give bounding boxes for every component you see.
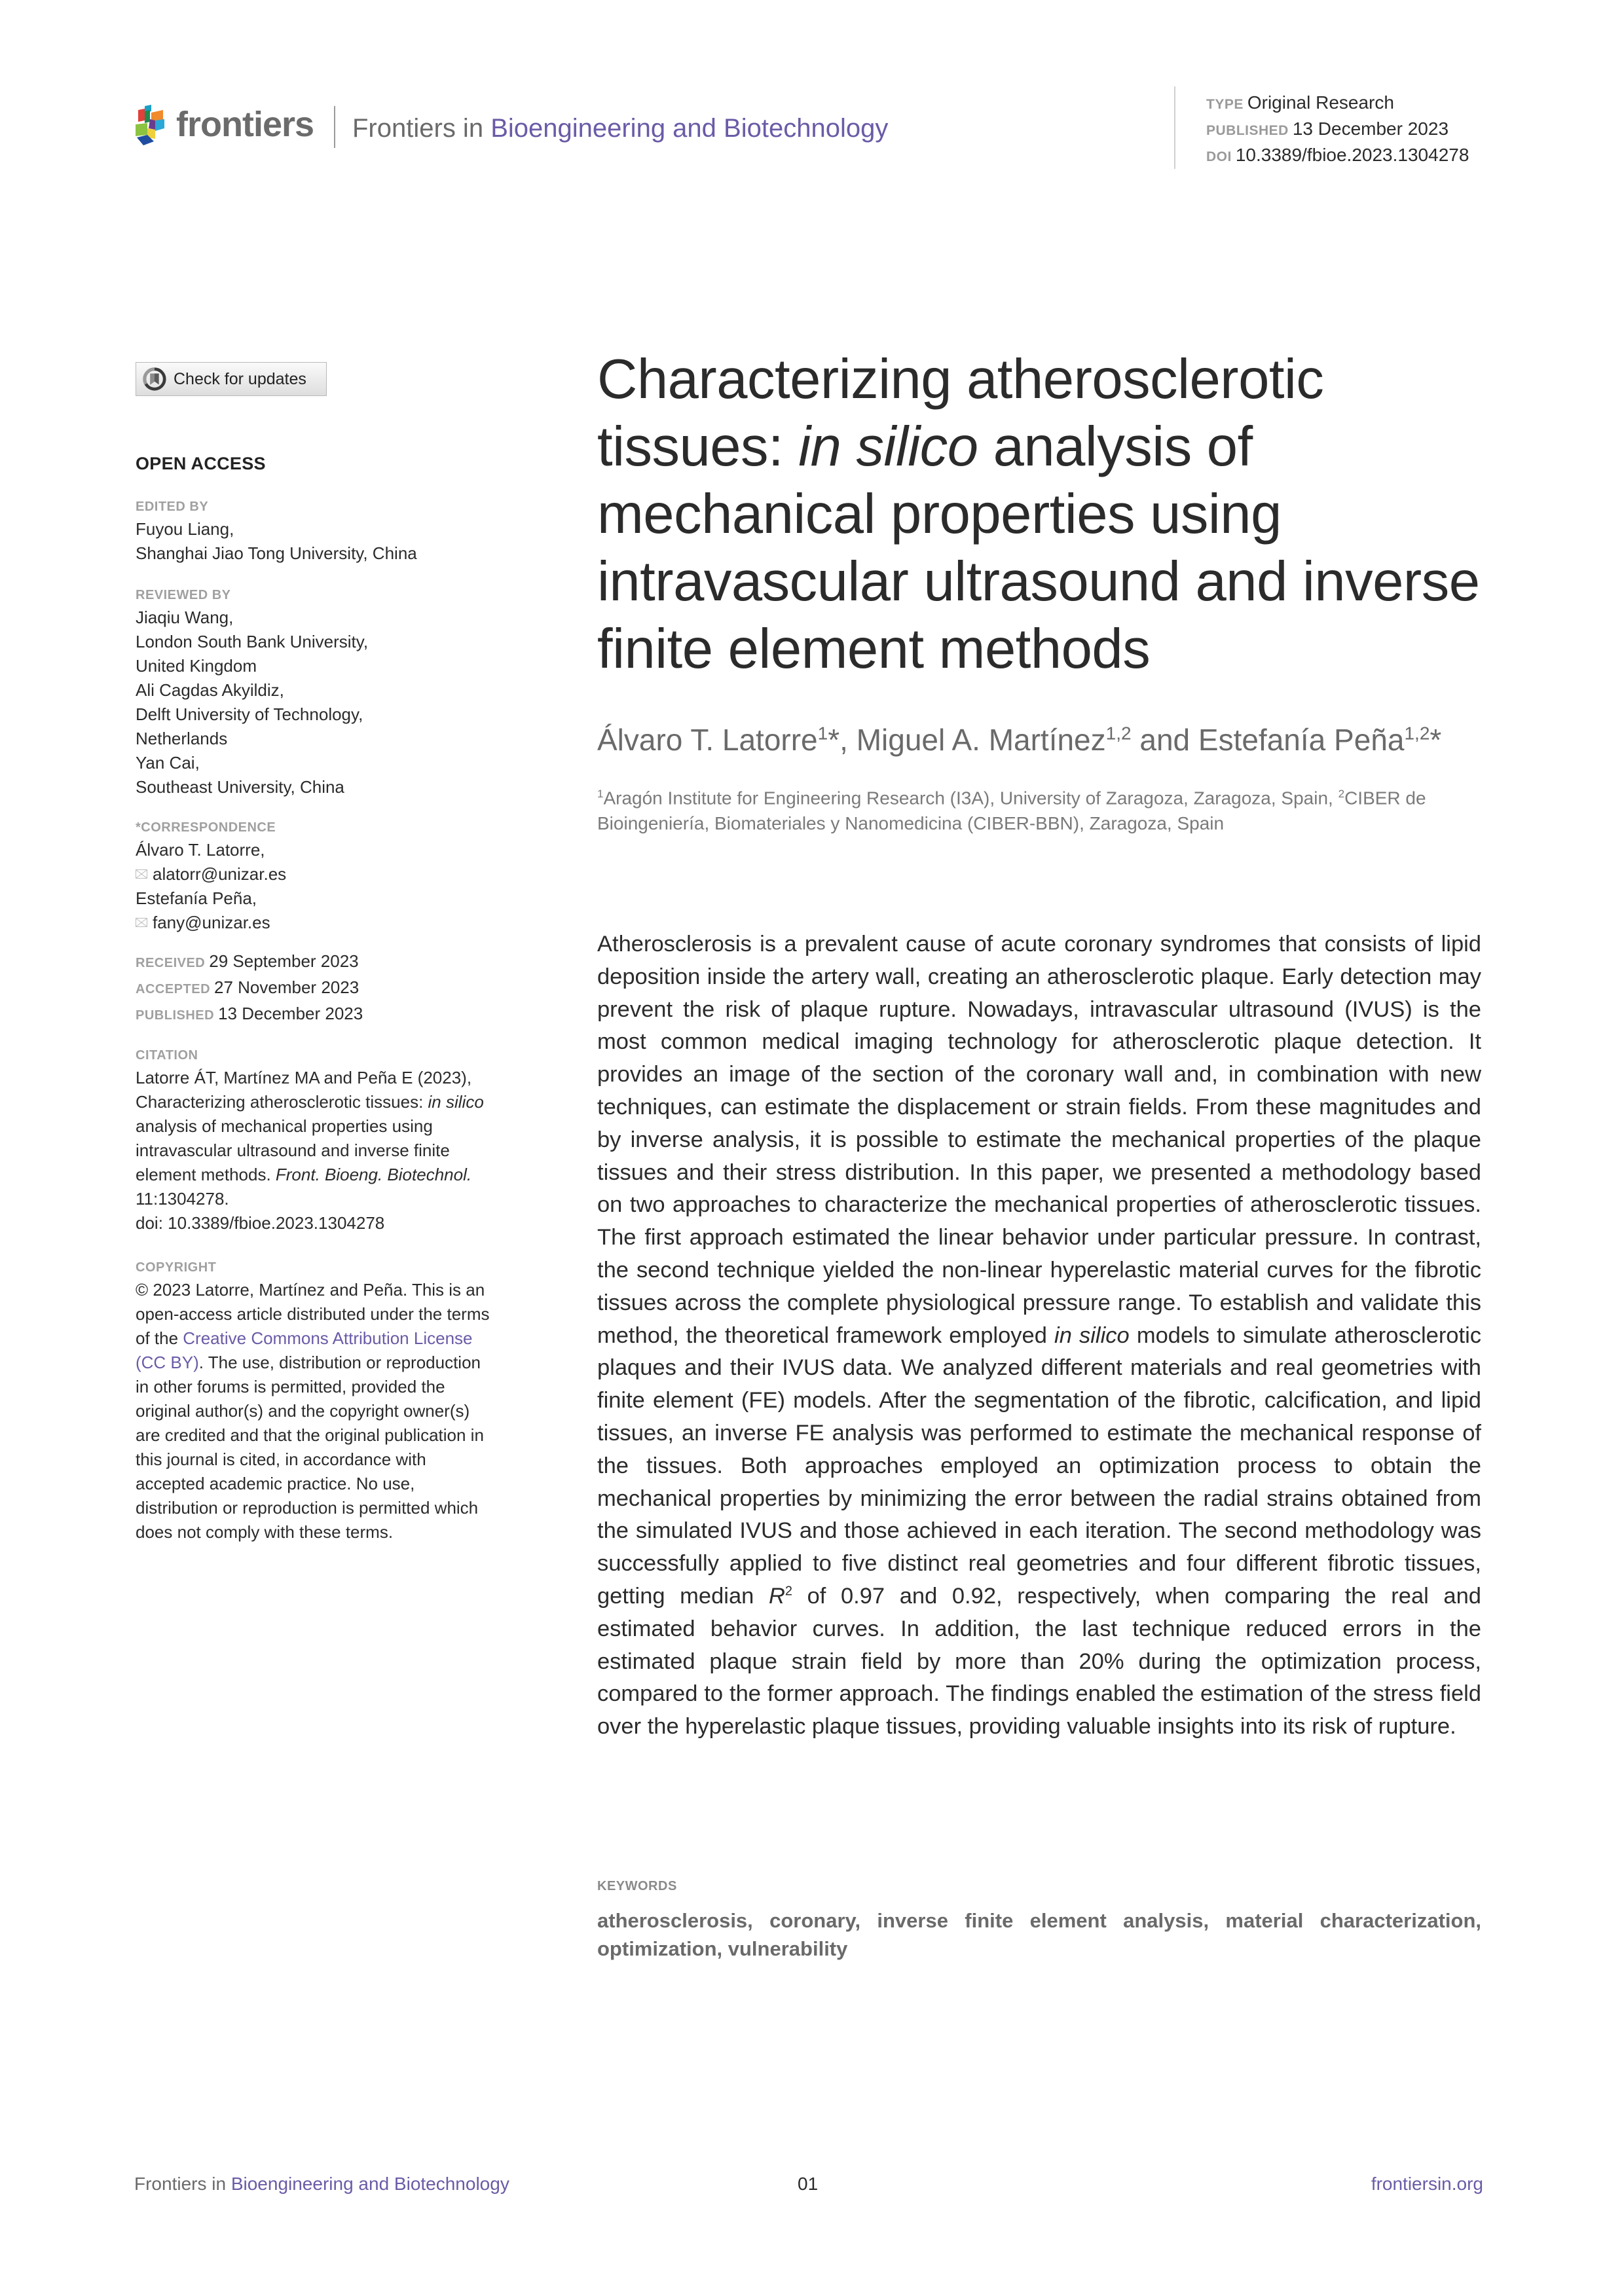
reviewer-line: Delft University of Technology, <box>136 704 363 724</box>
frontiers-cube-logo-icon <box>134 105 168 144</box>
copyright-part: . The use, distribution or reproduction in other forums is permitted, provided the original author(s) and the copyright owner(s) are credited and that the original publication in this journal is cited, in accordance with accepted academic practice. No use, distribution or reproduction is permitted which does not comply with these terms. <box>136 1353 484 1542</box>
received-value: 29 September 2023 <box>209 951 359 971</box>
affiliations <box>597 781 1494 836</box>
copyright-text <box>136 1278 494 1544</box>
check-for-updates-label: Check for updates <box>174 369 306 388</box>
article-title <box>597 346 1501 683</box>
meta-type <box>1206 90 1469 117</box>
received-date <box>136 949 502 975</box>
reviewer-line: London South Bank University, <box>136 632 369 651</box>
author-list <box>597 722 1441 757</box>
abstract-part: Atherosclerosis is a prevalent cause of acute coronary syndromes that consists of lipid deposition inside the artery wall, creating an atherosclerotic plaque. Early detection may prevent the risk of plaque rupture. Nowadays, intravascular ultrasound (IVUS) is the most common medical imaging technology for atherosclerotic plaque detection. It provides an image of the section of the coronary wall and, in combination with new techniques, can estimate the displacement or strain fields. From these magnitudes and by inverse analysis, it is possible to estimate the mechanical properties of the plaque tissues and their stress distribution. In this paper, we presented a methodology based on two approaches to characterize the mechanical properties of atherosclerotic tissues. The first approach estimated the linear behavior under particular pressure. In contrast, the second technique yielded the non-linear hyperelastic material curves for the fibrotic tissues across the complete physiological pressure range. To establish and validate this method, the theoretical framework employed <box>597 932 1481 1348</box>
check-for-updates-button[interactable] <box>136 362 327 396</box>
footer-journal-name: Bioengineering and Biotechnology <box>231 2174 509 2194</box>
journal-name: Bioengineering and Biotechnology <box>490 114 889 143</box>
footer-journal[interactable] <box>134 2174 509 2195</box>
published-value: 13 December 2023 <box>218 1004 363 1023</box>
accepted-date <box>136 975 502 1002</box>
citation-part: 11:1304278. <box>136 1189 229 1209</box>
correspondence-label: *CORRESPONDENCE <box>136 820 276 835</box>
journal-title[interactable] <box>352 114 888 143</box>
reviewer-line: United Kingdom <box>136 656 257 676</box>
published-date <box>136 1002 502 1028</box>
meta-divider <box>1174 86 1175 169</box>
journal-prefix: Frontiers in <box>352 114 484 143</box>
editor-affiliation: Shanghai Jiao Tong University, China <box>136 543 417 563</box>
abstract-part: models to simulate atherosclerotic plaques and their IVUS data. We analyzed different materials and real geometries with finite element (FE) models. After the segmentation of the fibrotic, calcification, and lipid tissues, an inverse FE analysis was performed to estimate the mechanical response of the tissues. Both approaches employed an optimization process to obtain the mechanical properties by minimizing the error between the radial strains obtained from the simulated IVUS and those achieved in each iteration. The second methodology was successfully applied to five distinct real geometries and four different fibrotic tissues, getting median <box>597 1322 1481 1609</box>
footer-journal-prefix: Frontiers in <box>134 2174 227 2194</box>
meta-published-value: 13 December 2023 <box>1292 118 1449 139</box>
corresponding-star: * <box>1430 723 1442 757</box>
corresponding-star: * <box>828 723 840 757</box>
dates-section <box>136 949 502 1028</box>
reviewer-line: Jiaqiu Wang, <box>136 608 234 627</box>
correspondent-email-row[interactable] <box>136 911 502 935</box>
author-separator: , <box>840 723 857 757</box>
abstract-part: of 0.97 and 0.92, respectively, when comparing the real and estimated behavior curves. In addition, the last technique reduced errors in the estimated plaque strain field by more than 20% during the optimization process, compared to the former approach. The findings enabled the estimation of the stress field over the hyperelastic plaque tissues, providing valuable insights into its risk of rupture. <box>597 1583 1481 1740</box>
title-part: Characterizing atherosclerotic tissues: <box>597 348 1324 478</box>
meta-doi-label: DOI <box>1206 149 1232 164</box>
affiliation-text: Aragón Institute for Engineering Research (I3A), University of Zaragoza, Zaragoza, Spain, <box>603 788 1338 809</box>
reviewer-line: Southeast University, China <box>136 777 344 797</box>
correspondence-section <box>136 818 502 935</box>
footer-site-link[interactable]: frontiersin.org <box>1371 2174 1483 2194</box>
meta-published-label: PUBLISHED <box>1206 123 1289 138</box>
correspondent-name: Álvaro T. Latorre, <box>136 840 265 860</box>
abstract-italic: in silico <box>1054 1322 1130 1348</box>
reviewed-by-label: REVIEWED BY <box>136 588 231 602</box>
meta-doi-value[interactable]: 10.3389/fbioe.2023.1304278 <box>1235 145 1469 165</box>
author-affil-sup: 1 <box>817 723 828 744</box>
citation-text <box>136 1066 494 1235</box>
page-number: 01 <box>798 2174 819 2194</box>
open-access-label: OPEN ACCESS <box>136 454 266 473</box>
accepted-value: 27 November 2023 <box>214 977 360 997</box>
edited-by-section <box>136 498 502 566</box>
author-name[interactable]: Miguel A. Martínez <box>856 723 1106 757</box>
author-affil-sup: 1,2 <box>1105 723 1132 744</box>
citation-part: analysis of mechanical properties using intravascular ultrasound and inverse finite element methods. <box>136 1116 450 1184</box>
article-meta <box>1206 90 1469 169</box>
reviewed-by-section <box>136 586 502 799</box>
citation-journal: Front. Bioeng. Biotechnol. <box>275 1165 472 1184</box>
edited-by-label: EDITED BY <box>136 500 209 514</box>
citation-doi[interactable]: doi: 10.3389/fbioe.2023.1304278 <box>136 1213 385 1233</box>
meta-type-value: Original Research <box>1247 92 1394 113</box>
keywords: atherosclerosis, coronary, inverse finite element analysis, material characterization, optimization, vulnerability <box>597 1909 1481 1960</box>
r-squared-sup: 2 <box>784 1584 792 1599</box>
correspondent-email-row[interactable] <box>136 862 502 886</box>
mail-icon <box>136 918 147 927</box>
author-name[interactable]: Estefanía Peña <box>1198 723 1405 757</box>
check-for-updates-icon <box>142 367 167 392</box>
reviewer-line: Ali Cagdas Akyildiz, <box>136 680 284 700</box>
reviewer-line: Yan Cai, <box>136 753 200 773</box>
affiliation-text: CIBER de Bioingeniería, Biomateriales y Nanomedicina (CIBER-BBN), Zaragoza, Spain <box>597 788 1426 834</box>
copyright-part: © 2023 Latorre, Martínez and Peña. This is an open-access article distributed under the terms of the <box>136 1280 490 1348</box>
citation-part: Latorre ÁT, Martínez MA and Peña E (2023), Characterizing atherosclerotic tissues: <box>136 1068 472 1112</box>
copyright-label: COPYRIGHT <box>136 1260 217 1275</box>
copyright-section <box>136 1258 494 1544</box>
author-affil-sup: 1,2 <box>1404 723 1430 744</box>
frontiers-logo[interactable] <box>134 105 314 144</box>
affil-sup: 2 <box>1338 788 1345 800</box>
correspondent-name: Estefanía Peña, <box>136 888 257 908</box>
meta-type-label: TYPE <box>1206 97 1244 112</box>
header-divider <box>334 106 335 148</box>
title-italic: in silico <box>798 416 978 478</box>
mail-icon <box>136 869 147 879</box>
cc-by-license-link[interactable]: Creative Commons Attribution License (CC BY) <box>136 1328 473 1372</box>
citation-section <box>136 1046 494 1235</box>
editor-name: Fuyou Liang, <box>136 519 234 539</box>
keywords-label: KEYWORDS <box>597 1879 677 1893</box>
affil-sup: 1 <box>597 788 604 800</box>
citation-italic: in silico <box>428 1092 484 1112</box>
published-label: PUBLISHED <box>136 1008 215 1023</box>
meta-doi <box>1206 143 1469 169</box>
citation-label: CITATION <box>136 1048 198 1063</box>
frontiers-wordmark: frontiers <box>176 105 314 144</box>
abstract <box>597 928 1481 1743</box>
received-label: RECEIVED <box>136 956 206 970</box>
correspondent-email[interactable]: alatorr@unizar.es <box>153 864 287 884</box>
correspondent-email[interactable]: fany@unizar.es <box>153 913 270 932</box>
author-name[interactable]: Álvaro T. Latorre <box>597 723 818 757</box>
author-separator: and <box>1131 723 1198 757</box>
r-squared-symbol: R <box>768 1583 785 1609</box>
title-part: analysis of mechanical properties using intravascular ultrasound and inverse finite element methods <box>597 416 1480 680</box>
meta-published <box>1206 117 1469 143</box>
reviewer-line: Netherlands <box>136 729 228 748</box>
accepted-label: ACCEPTED <box>136 982 211 996</box>
